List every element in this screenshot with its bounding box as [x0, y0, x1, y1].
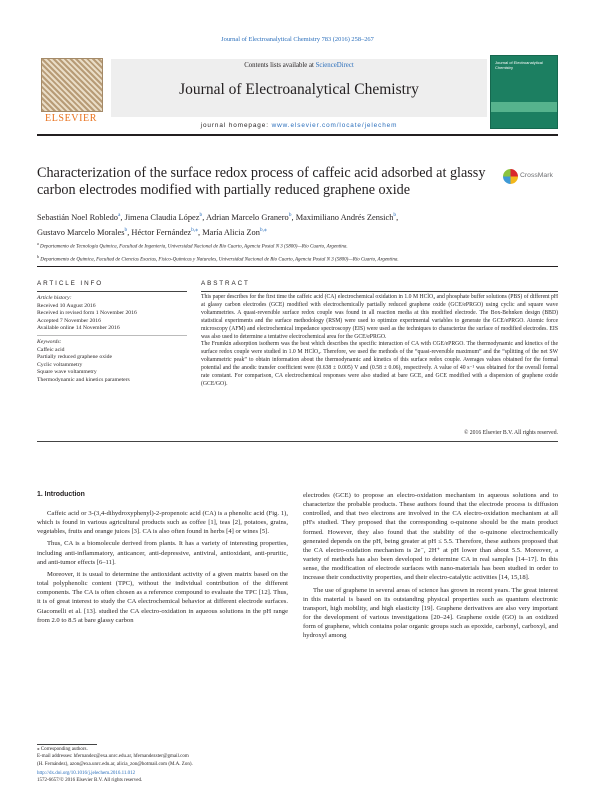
- body-paragraph: Caffeic acid or 3-(3,4-dihydroxyphenyl)-2-propenoic acid (CA) is a phenolic acid (Fig. 1), which is found in various agricultural products such as coffee [1], teas [2], potatoes, grains, vegetables, fruits and orange juices [3]. CA is also often found in herbs [4] or wines [5].: [37, 510, 288, 536]
- section-heading: 1. Introduction: [37, 491, 85, 498]
- elsevier-logo[interactable]: [37, 55, 105, 127]
- issn-line: 1572-6657/© 2016 Elsevier B.V. All rights reserved.: [37, 778, 143, 784]
- affiliation-marker[interactable]: b: [124, 226, 128, 233]
- keywords-label: Keywords:: [37, 339, 62, 345]
- contents-line: Contents lists available at ScienceDirect: [244, 62, 354, 69]
- masthead-banner: [111, 59, 487, 117]
- author-separator: ,: [396, 212, 399, 222]
- abstract-paragraph: The Frumkin adsorption isotherm was the best which describes the specific interaction of CA with CGE/ePRGO. The thermodynamic and kinetics of the surface redox couple were studied in 1.0 M HClO₄. Therefore, we used the methods of the “quasi-reversible maximum” and the “splitting of the net SW voltammetric peak” to obtain information about the thermodynamic and kinetics of this surface redox couple. Averages values obtained for the formal potential and the anodic transfer coefficient were (0.638 ± 0.005) V and (0.58 ± 0.06), respectively. A value of 40 s⁻¹ was obtained for the overall formal rate constant. For comparison, CA electrochemical responses were also studied at bare GCE, and GCE modified with a dispersion of graphene oxide (GCE/GO).: [201, 341, 558, 387]
- body-paragraph: The use of graphene in several areas of science has grown in recent years. The great interest in this material is based on its outstanding physical properties such as quantum electronic transport, high mobility, and high elasticity [19]. Graphene derivatives are also very important for the development of various investigations [20–24]. Graphene oxide (GO) is an oxidized form of graphene, which contains polar organic groups such as epoxide, carbonyl, carboxyl, and hydroxyl among: [303, 586, 558, 640]
- keywords: [37, 339, 187, 385]
- author-name[interactable]: Adrian Marcelo Granero: [205, 212, 289, 222]
- masthead: [37, 55, 558, 132]
- journal-reference[interactable]: Journal of Electroanalytical Chemistry 783 (2016) 258–267: [221, 36, 374, 43]
- page-footer: [37, 770, 297, 785]
- affiliation-text: Departamento de Química, Facultad de Ciencias Exactas, Físico-Químicas y Naturales, Universidad Nacional de Río Cuarto, Agencia Postal N 3 (5800)—Río Cuarto, Argentina.: [40, 257, 399, 263]
- body-paragraph: Thus, CA is a biomolecule derived from plants. It has a variety of interesting properties, including anti-inflammatory, anticancer, anti-depressive, antiviral, antioxidant, anti-pruritic, and anti-tumor effects [6–11].: [37, 540, 288, 566]
- homepage-link[interactable]: www.elsevier.com/locate/jelechem: [271, 122, 398, 129]
- affiliation-marker: b: [37, 253, 39, 259]
- history-item: Received 10 August 2016: [37, 302, 96, 309]
- footnotes: [37, 746, 297, 768]
- journal-title: Journal of Electroanalytical Chemistry: [179, 81, 419, 98]
- affiliation-marker[interactable]: b: [199, 212, 203, 218]
- divider: [37, 291, 187, 292]
- author-name[interactable]: Jimena Claudia López: [124, 212, 200, 222]
- author-separator: ,: [127, 227, 132, 237]
- doi-link[interactable]: http://dx.doi.org/10.1016/j.jelechem.2016.11.012: [37, 771, 136, 776]
- history-item: Received in revised form 1 November 2016: [37, 310, 137, 317]
- affiliation-marker[interactable]: a: [117, 212, 121, 218]
- keyword: Square wave voltammetry: [37, 369, 97, 376]
- corresponding-note: ⁎ Corresponding authors.: [37, 747, 88, 752]
- keyword: Cyclic voltammetry: [37, 361, 83, 368]
- history-item: Available online 14 November 2016: [37, 325, 120, 332]
- abstract-paragraph: This paper describes for the first time the caffeic acid (CA) electrochemical oxidation in 1.0 M HClO₄ and phosphate buffer solutions (PBS) of different pH at glassy carbon electrodes (GCE) modified with electrochemically partially reduced graphene oxide (GCE/ePRGO) using cyclic and square wave voltammetries. A quasi-reversible surface redox couple was found in all reaction media at this modified electrode. The Box-Behnken design (BBD) statistical experiments and the surface methodology (RSM) were used to optimize experimental variables to generate the GCE/ePRGO. Atomic force microscopy (AFM) and electrochemical impedance spectroscopy (EIS) were used as the techniques to characterize the surface of modified electrodes. EIS was also used to determine a tentative electrochemical area for the GCE/ePRGO.: [201, 294, 558, 340]
- affiliation: [37, 239, 558, 252]
- cover-title: Journal of Electroanalytical Chemistry: [495, 60, 543, 70]
- keyword: Partially reduced graphene oxide: [37, 354, 113, 361]
- affiliation-marker[interactable]: b: [393, 212, 397, 218]
- author-name[interactable]: Gustavo Marcelo Morales: [37, 227, 125, 237]
- email-addresses[interactable]: (H. Fernández), azon@exa.unrc.edu.ar, alicia_zon@hotmail.com (M.A. Zon).: [37, 761, 193, 767]
- divider: [201, 291, 558, 292]
- journal-cover-thumbnail[interactable]: [490, 55, 558, 129]
- copyright: © 2016 Elsevier B.V. All rights reserved.: [464, 430, 558, 436]
- crossmark-badge[interactable]: [503, 168, 557, 186]
- author-list: [37, 209, 558, 239]
- affiliation: [37, 252, 558, 265]
- author-separator: ,: [198, 227, 203, 237]
- author-name[interactable]: Sebastián Noel Robledo: [37, 212, 118, 222]
- abstract-heading: ABSTRACT: [201, 280, 250, 287]
- article-history: [37, 295, 187, 333]
- keyword: Caffeic acid: [37, 346, 65, 353]
- body-column-left: [37, 509, 288, 625]
- divider: [37, 441, 558, 442]
- article-info-heading: ARTICLE INFO: [37, 280, 104, 287]
- affiliation-marker[interactable]: b,⁎: [259, 226, 267, 233]
- crossmark-icon: [503, 169, 518, 184]
- divider: [37, 335, 187, 336]
- email-addresses[interactable]: E-mail addresses: hfernandez@exa.unrc.edu.ar, hfernandezster@gmail.com: [37, 754, 189, 760]
- author-separator: ,: [202, 212, 206, 222]
- affiliations: [37, 239, 558, 264]
- history-item: Accepted 7 November 2016: [37, 317, 101, 324]
- footnote-divider: [37, 744, 97, 745]
- publisher-logo-text: ELSEVIER: [44, 113, 98, 124]
- author-name[interactable]: Maximiliano Andrés Zensich: [295, 212, 394, 222]
- body-paragraph: electrodes (GCE) to propose an electro-oxidation mechanism in aqueous solutions and to characterize the probable products. These authors found that the electrode process is diffusion controlled, and that two electrons are involved in the CA electro-oxidation mechanism at all pH's studied. They proposed that the corresponding o-quinone should be the main product formed. However, they also found that the stability of the o-quinone electrochemically generated depends on the pH, being greater at pH ≤ 5.5. Therefore, these authors proposed that the CA electro-oxidation mechanism is 2e⁻, 2H⁺ at pH lower than about 5.5. Moreover, a variety of methods has also been developed to determine CA in real samples [14–17]. In this sense, the modification of electrode surfaces with nano-materials has been studied in order to increase their conductivity properties, and their electro-catalytic activities [14, 15,18].: [303, 492, 558, 582]
- cover-band: [491, 102, 557, 112]
- affiliation-marker[interactable]: b,⁎: [191, 226, 199, 233]
- affiliation-marker: a: [37, 241, 39, 246]
- author-name[interactable]: María Alicia Zon: [202, 227, 260, 237]
- keyword: Thermodynamic and kinetics parameters: [37, 376, 130, 383]
- author-name[interactable]: Héctor Fernández: [131, 227, 192, 237]
- author-separator: ,: [291, 212, 296, 222]
- tree-logo-icon: [41, 58, 103, 112]
- homepage-line: journal homepage: www.elsevier.com/locate/jelechem: [200, 122, 398, 129]
- article-title: Characterization of the surface redox process of caffeic acid adsorbed at glassy carbon electrodes modified with partially reduced graphene oxide: [37, 165, 486, 198]
- history-label: Article history:: [37, 295, 72, 301]
- author-separator: ,: [120, 212, 125, 222]
- body-column-right: [303, 491, 558, 641]
- abstract-body: [201, 294, 558, 389]
- crossmark-label: CrossMark: [520, 172, 553, 179]
- affiliation-text: Departamento de Tecnología Química, Facultad de Ingeniería, Universidad Nacional de Río Cuarto, Agencia Postal N 3 (5800)—Río Cuarto, Argentina.: [40, 244, 348, 250]
- divider: [37, 134, 558, 136]
- affiliation-marker[interactable]: b: [288, 212, 292, 218]
- body-paragraph: Moreover, it is usual to determine the antioxidant activity of a given matrix based on the total polyphenolic content (TPC), without the individual contribution of the different components. The CA is often chosen as a reference compound to evaluate the TPC [12]. Thus, it is of great interest to study the CA electrochemical behavior at different electrode surfaces. Giacomelli et al. [13]. studied the CA electro-oxidation in aqueous solutions in the pH range from 2.0 to 8.5 at bare glassy carbon: [37, 570, 288, 624]
- sciencedirect-link[interactable]: ScienceDirect: [315, 62, 354, 69]
- divider: [37, 266, 558, 267]
